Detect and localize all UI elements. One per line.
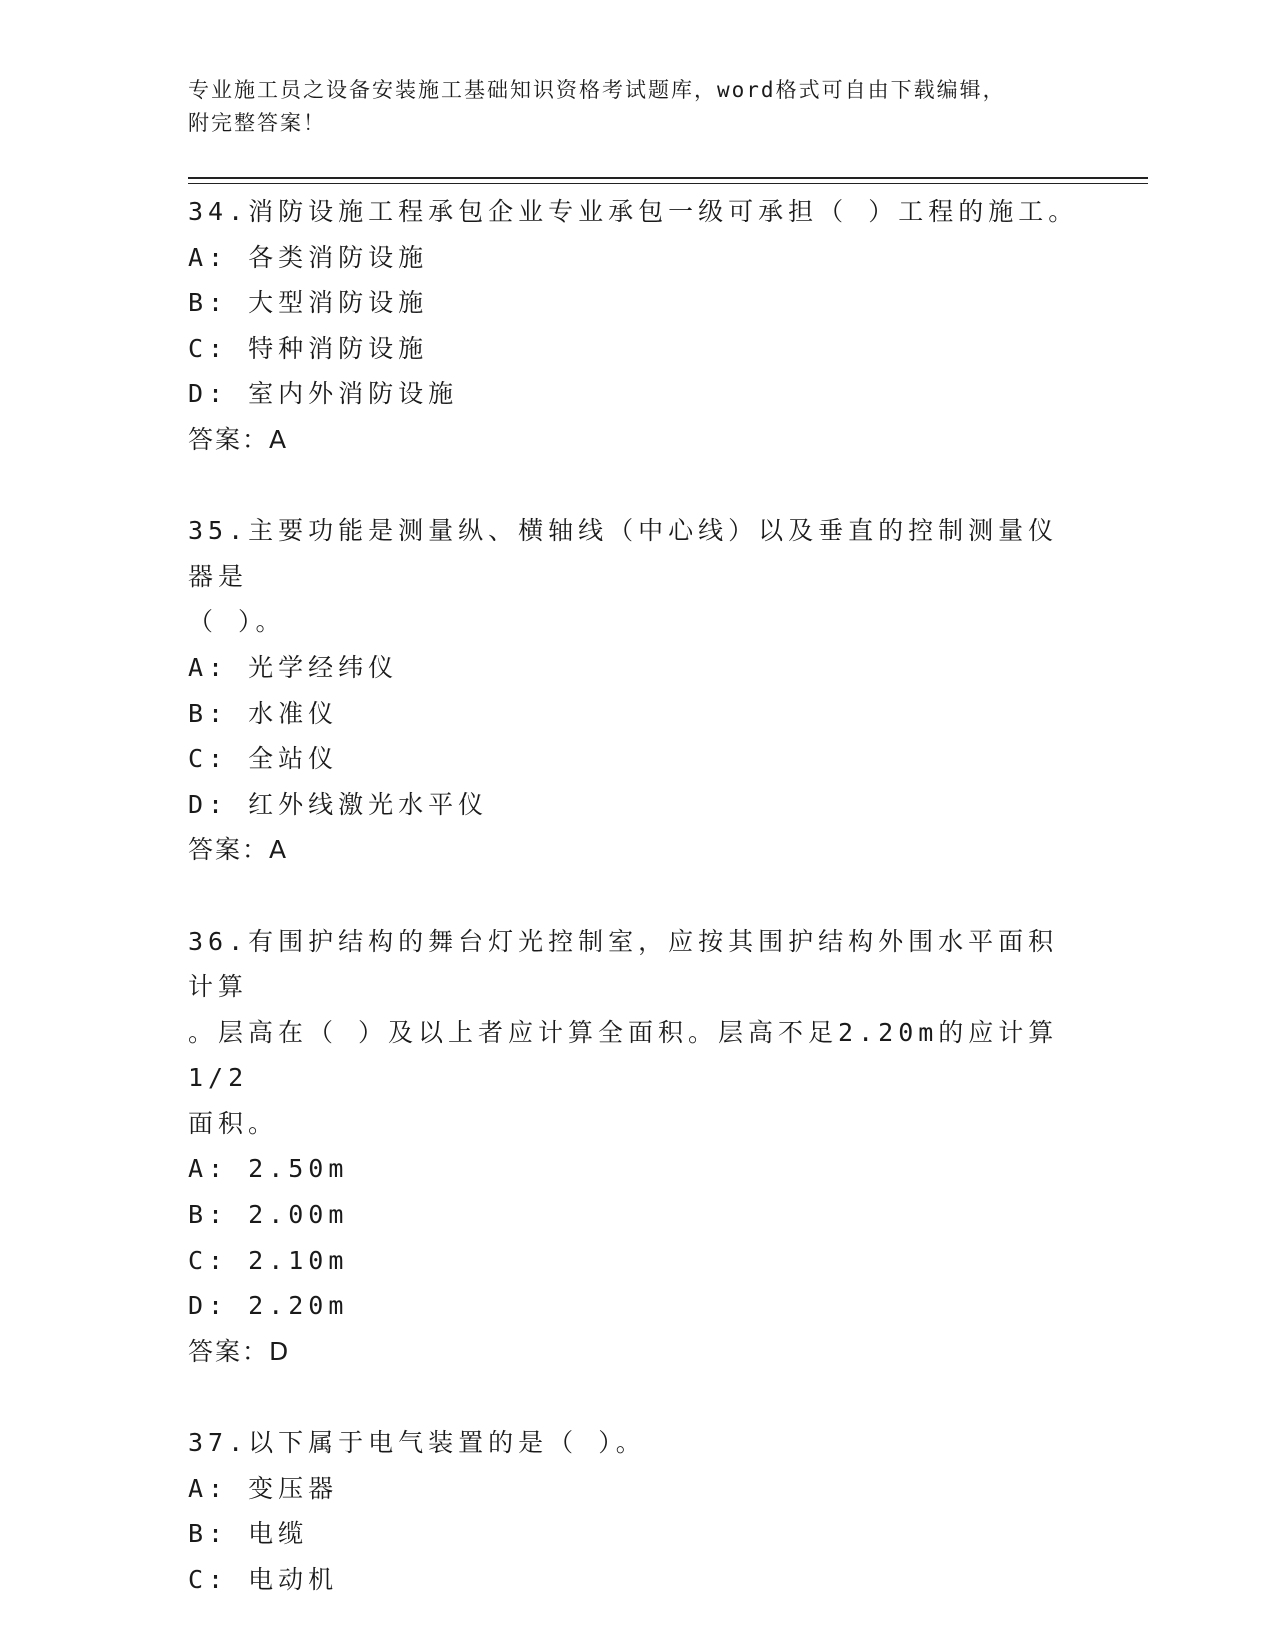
header-line-1: 专业施工员之设备安装施工基础知识资格考试题库，word格式可自由下载编辑， — [188, 78, 1006, 102]
question-spacer — [188, 873, 1088, 919]
option-b: B: 水准仪 — [188, 698, 339, 728]
option-c: C: 全站仪 — [188, 744, 339, 774]
option-a: A: 各类消防设施 — [188, 242, 429, 272]
question-34 — [188, 189, 1088, 463]
document-header — [188, 74, 1068, 140]
question-spacer — [188, 463, 1088, 509]
header-divider-thick — [188, 177, 1148, 179]
header-divider-thin — [188, 183, 1148, 184]
question-stem: 34.消防设施工程承包企业专业承包一级可承担（ ）工程的施工。 — [188, 197, 1079, 226]
header-line-2: 附完整答案！ — [188, 111, 326, 135]
question-stem-continued: 。层高在（ ）及以上者应计算全面积。层高不足2.20m的应计算1/2 — [188, 1017, 1059, 1093]
question-stem: 36.有围护结构的舞台灯光控制室，应按其围护结构外围水平面积计算 — [188, 926, 1059, 1002]
question-stem: 35.主要功能是测量纵、横轴线（中心线）以及垂直的控制测量仪器是 — [188, 516, 1059, 591]
answer: 答案：A — [188, 835, 289, 865]
option-d: D: 红外线激光水平仪 — [188, 789, 489, 819]
question-list — [188, 189, 1088, 1602]
option-b: B: 大型消防设施 — [188, 288, 429, 318]
question-spacer — [188, 1374, 1088, 1420]
option-a: A: 2.50m — [188, 1154, 349, 1184]
question-35 — [188, 508, 1088, 873]
option-a: A: 变压器 — [188, 1473, 339, 1503]
option-c: C: 特种消防设施 — [188, 333, 429, 363]
question-37 — [188, 1420, 1088, 1602]
option-a: A: 光学经纬仪 — [188, 652, 399, 682]
question-stem-continued: （ ）。 — [188, 607, 286, 637]
option-d: D: 2.20m — [188, 1291, 349, 1321]
answer: 答案：D — [188, 1336, 291, 1366]
question-36 — [188, 919, 1088, 1375]
question-stem-continued: 面积。 — [188, 1108, 279, 1138]
option-b: B: 电缆 — [188, 1519, 309, 1549]
option-c: C: 电动机 — [188, 1564, 339, 1594]
question-stem: 37.以下属于电气装置的是（ ）。 — [188, 1428, 646, 1458]
option-c: C: 2.10m — [188, 1245, 349, 1275]
option-b: B: 2.00m — [188, 1200, 349, 1230]
option-d: D: 室内外消防设施 — [188, 379, 459, 409]
answer: 答案：A — [188, 424, 289, 454]
